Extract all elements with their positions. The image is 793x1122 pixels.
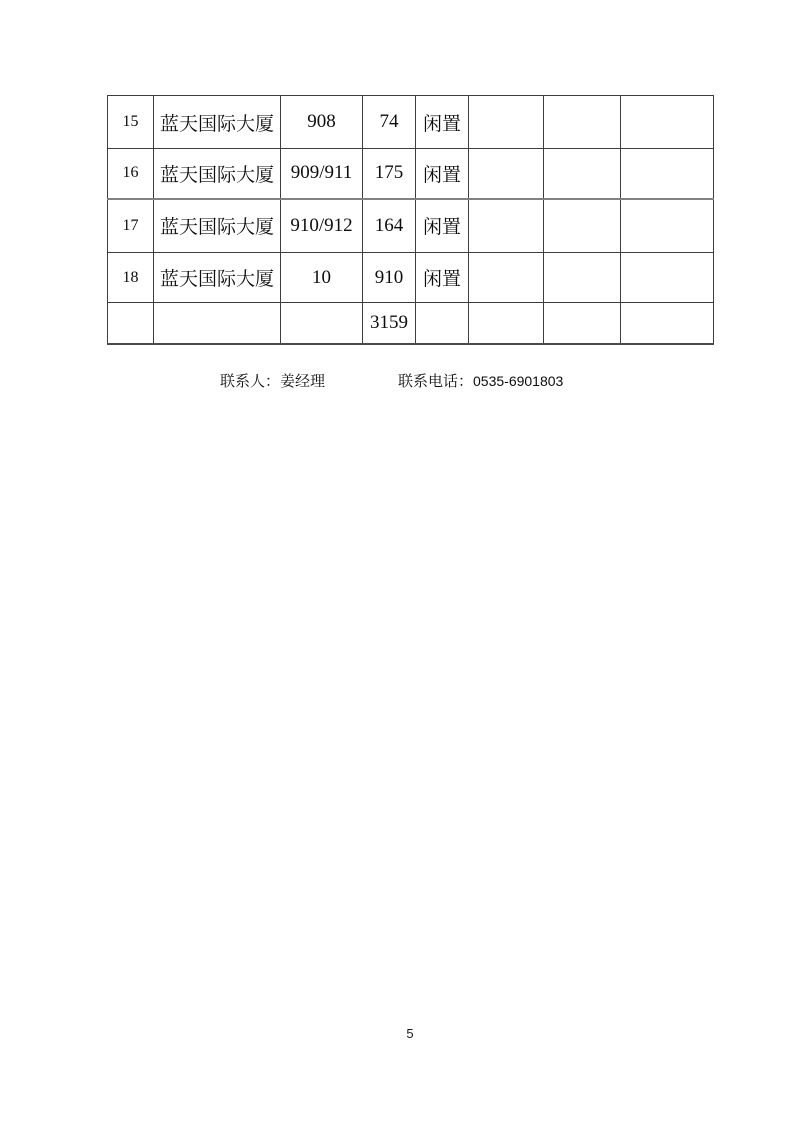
contact-name: 姜经理 <box>280 373 326 390</box>
table-row <box>108 96 714 149</box>
cell-area: 910 <box>363 253 416 303</box>
cell-status: 闲置 <box>416 199 469 253</box>
cell-blank <box>544 96 621 149</box>
total-area-cell: 3159 <box>363 303 416 344</box>
cell-room: 910/912 <box>281 199 363 253</box>
total-blank <box>469 303 544 344</box>
total-blank <box>621 303 714 344</box>
cell-seq: 15 <box>108 96 154 149</box>
cell-building: 蓝天国际大厦 <box>154 149 281 199</box>
cell-blank <box>469 253 544 303</box>
cell-blank <box>621 96 714 149</box>
cell-blank <box>544 199 621 253</box>
table-row <box>108 149 714 199</box>
total-blank <box>108 303 154 344</box>
total-row <box>108 303 714 344</box>
cell-status: 闲置 <box>416 253 469 303</box>
page-number: 5 <box>406 1026 414 1041</box>
phone-label: 联系电话： <box>398 373 474 390</box>
cell-status: 闲置 <box>416 96 469 149</box>
contact-label: 联系人： <box>220 373 281 390</box>
cell-area: 164 <box>363 199 416 253</box>
cell-blank <box>544 253 621 303</box>
property-table-body <box>108 96 714 344</box>
cell-building: 蓝天国际大厦 <box>154 253 281 303</box>
cell-seq: 16 <box>108 149 154 199</box>
contact-phone <box>398 370 563 391</box>
cell-room: 909/911 <box>281 149 363 199</box>
table-row <box>108 253 714 303</box>
cell-blank <box>469 199 544 253</box>
phone-number: 0535-6901803 <box>473 373 564 389</box>
contact-person <box>220 370 325 391</box>
total-blank <box>544 303 621 344</box>
cell-seq: 17 <box>108 199 154 253</box>
total-blank <box>154 303 281 344</box>
cell-room: 908 <box>281 96 363 149</box>
cell-building: 蓝天国际大厦 <box>154 199 281 253</box>
cell-blank <box>469 149 544 199</box>
contact-line <box>0 370 793 392</box>
total-blank <box>281 303 363 344</box>
cell-seq: 18 <box>108 253 154 303</box>
table-row <box>108 199 714 253</box>
property-table <box>107 95 714 345</box>
cell-status: 闲置 <box>416 149 469 199</box>
total-blank <box>416 303 469 344</box>
cell-building: 蓝天国际大厦 <box>154 96 281 149</box>
cell-blank <box>621 199 714 253</box>
cell-area: 175 <box>363 149 416 199</box>
cell-blank <box>621 253 714 303</box>
cell-blank <box>469 96 544 149</box>
cell-area: 74 <box>363 96 416 149</box>
cell-blank <box>621 149 714 199</box>
cell-blank <box>544 149 621 199</box>
cell-room: 10 <box>281 253 363 303</box>
